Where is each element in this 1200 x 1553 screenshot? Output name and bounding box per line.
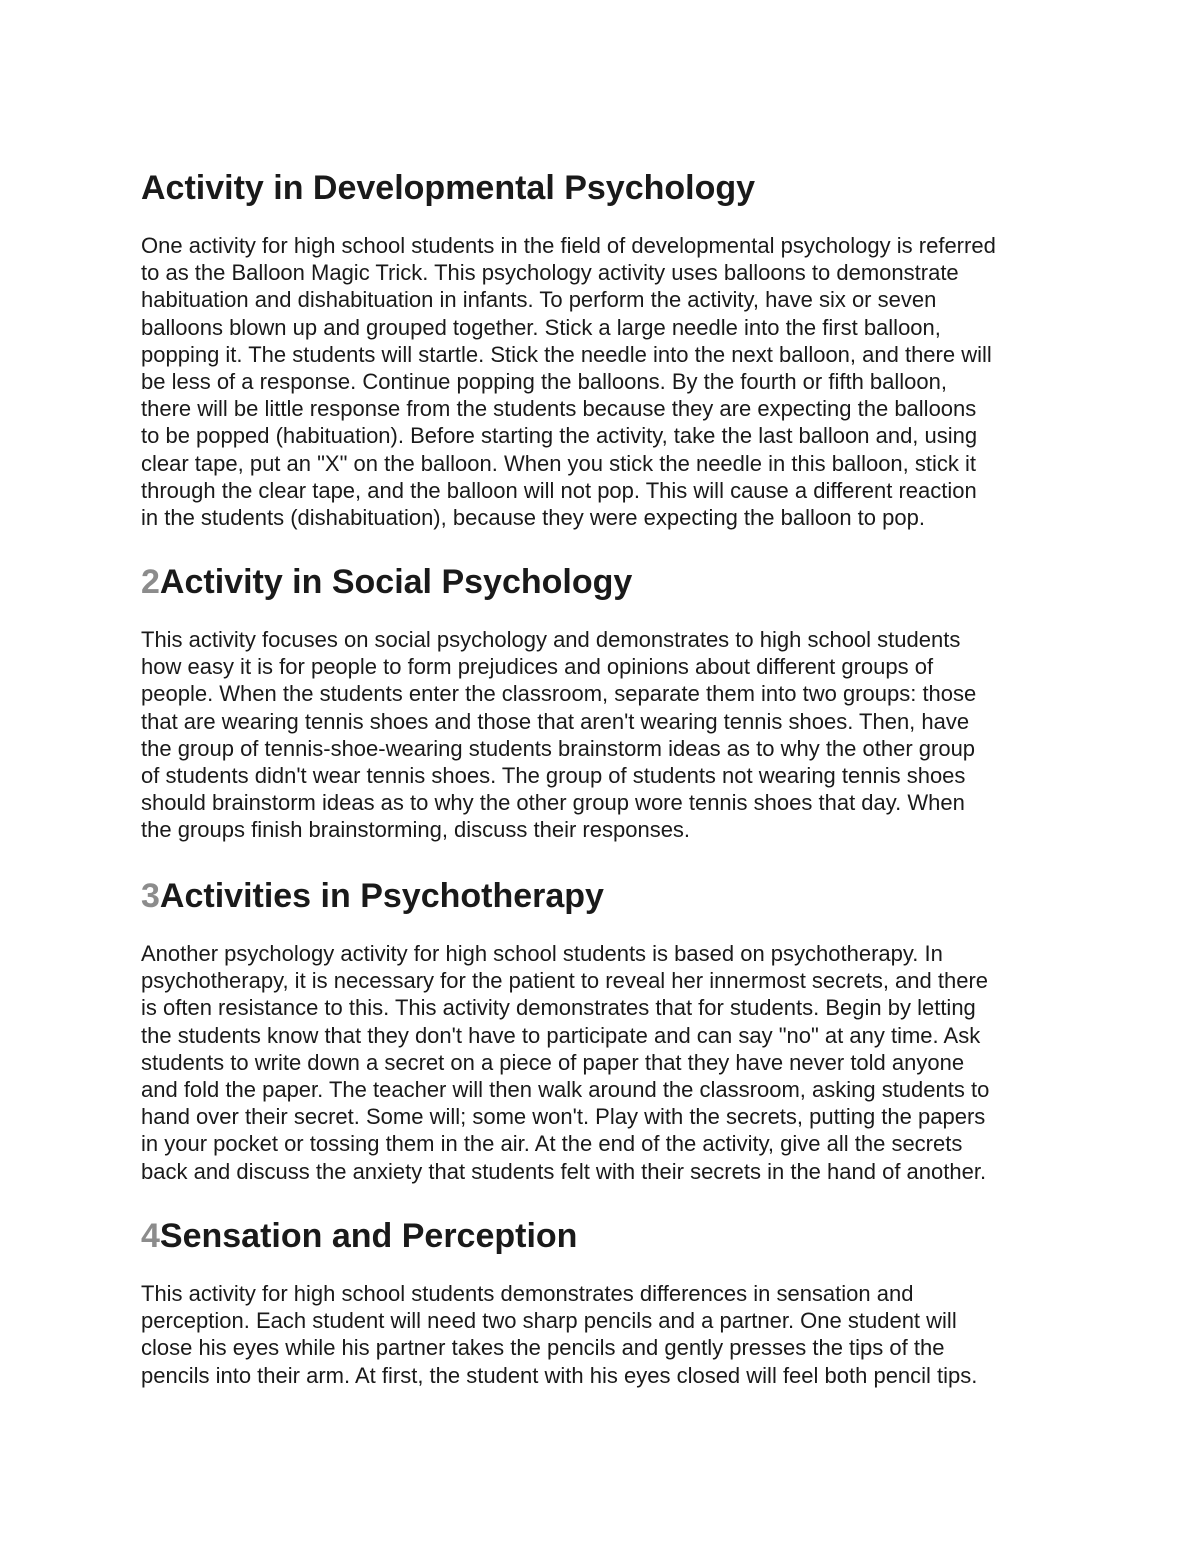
section-number: 2 <box>141 563 160 601</box>
paragraph-line: psychotherapy, it is necessary for the patient to reveal her innermost secrets, and there <box>141 968 989 994</box>
section-psychotherapy <box>141 876 989 1185</box>
paragraph-line: how easy it is for people to form prejudices and opinions about different groups of <box>141 654 934 680</box>
section-heading <box>141 1216 977 1256</box>
paragraph-line: is often resistance to this. This activity demonstrates that for students. Begin by letting <box>141 995 976 1021</box>
section-paragraph <box>141 1280 977 1389</box>
section-developmental-psychology <box>141 168 996 531</box>
paragraph-line: perception. Each student will need two sharp pencils and a partner. One student will <box>141 1308 957 1334</box>
paragraph-line: should brainstorm ideas as to why the other group wore tennis shoes that day. When <box>141 790 965 816</box>
paragraph-line: to be popped (habituation). Before starting the activity, take the last balloon and, using <box>141 423 978 449</box>
paragraph-line: the group of tennis-shoe-wearing students brainstorm ideas as to why the other group <box>141 735 976 761</box>
section-heading <box>141 876 989 916</box>
section-heading <box>141 562 976 602</box>
paragraph-line: pencils into their arm. At first, the student with his eyes closed will feel both pencil tips. <box>141 1362 978 1388</box>
paragraph-line: there will be little response from the students because they are expecting the balloons <box>141 396 977 422</box>
paragraph-line: in your pocket or tossing them in the air. At the end of the activity, give all the secrets <box>141 1131 963 1157</box>
paragraph-line: and fold the paper. The teacher will then walk around the classroom, asking students to <box>141 1077 990 1103</box>
section-social-psychology <box>141 562 976 844</box>
paragraph-line: back and discuss the anxiety that students felt with their secrets in the hand of another. <box>141 1158 987 1184</box>
section-title: Activity in Developmental Psychology <box>141 169 756 207</box>
paragraph-line: Another psychology activity for high school students is based on psychotherapy. In <box>141 941 943 966</box>
paragraph-line: close his eyes while his partner takes the pencils and gently presses the tips of the <box>141 1335 945 1361</box>
paragraph-line: of students didn't wear tennis shoes. The group of students not wearing tennis shoes <box>141 763 966 789</box>
paragraph-line: students to write down a secret on a piece of paper that they have never told anyone <box>141 1049 965 1075</box>
paragraph-line: hand over their secret. Some will; some won't. Play with the secrets, putting the papers <box>141 1104 986 1130</box>
paragraph-line: clear tape, put an "X" on the balloon. When you stick the needle in this balloon, stick it <box>141 450 977 476</box>
paragraph-line: This activity focuses on social psychology and demonstrates to high school students <box>141 627 961 652</box>
paragraph-line: in the students (dishabituation), because they were expecting the balloon to pop. <box>141 505 925 531</box>
section-number: 3 <box>141 877 160 915</box>
section-paragraph <box>141 626 976 844</box>
section-paragraph <box>141 232 996 531</box>
paragraph-line: the groups finish brainstorming, discuss their responses. <box>141 817 691 843</box>
paragraph-line: popping it. The students will startle. Stick the needle into the next balloon, and there will <box>141 341 992 367</box>
section-heading <box>141 168 996 208</box>
paragraph-line: be less of a response. Continue popping the balloons. By the fourth or fifth balloon, <box>141 369 947 395</box>
section-paragraph <box>141 940 989 1185</box>
paragraph-line: This activity for high school students demonstrates differences in sensation and <box>141 1281 914 1306</box>
paragraph-line: through the clear tape, and the balloon will not pop. This will cause a different reaction <box>141 477 977 503</box>
paragraph-line: balloons blown up and grouped together. Stick a large needle into the first balloon, <box>141 314 941 340</box>
paragraph-line: the students know that they don't have to participate and can say "no" at any time. Ask <box>141 1022 981 1048</box>
paragraph-line: that are wearing tennis shoes and those that aren't wearing tennis shoes. Then, have <box>141 708 970 734</box>
paragraph-line: people. When the students enter the classroom, separate them into two groups: those <box>141 681 977 707</box>
section-title: Sensation and Perception <box>159 1217 578 1255</box>
paragraph-line: habituation and dishabituation in infants. To perform the activity, have six or seven <box>141 287 937 313</box>
paragraph-line: to as the Balloon Magic Trick. This psychology activity uses balloons to demonstrate <box>141 260 959 286</box>
paragraph-line: One activity for high school students in the field of developmental psychology is referred <box>141 233 996 258</box>
section-sensation-perception <box>141 1216 977 1389</box>
section-number: 4 <box>141 1217 160 1255</box>
section-title: Activities in Psychotherapy <box>159 877 604 915</box>
section-title: Activity in Social Psychology <box>159 563 633 601</box>
